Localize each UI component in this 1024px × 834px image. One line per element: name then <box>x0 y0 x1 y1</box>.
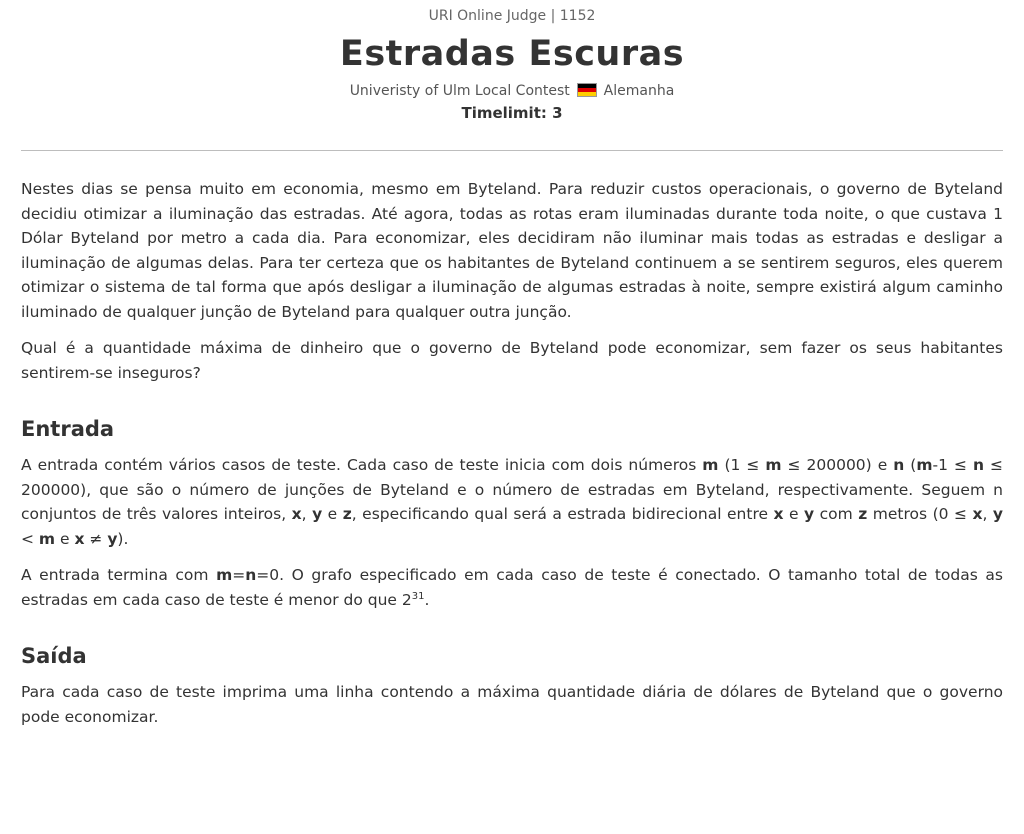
timelimit: Timelimit: 3 <box>461 104 563 122</box>
germany-flag-icon <box>577 83 597 97</box>
output-heading: Saída <box>21 644 87 668</box>
input-heading: Entrada <box>21 417 115 441</box>
problem-content <box>21 177 1003 729</box>
problem-header <box>21 0 1003 124</box>
judge-label: URI Online Judge | 1152 <box>428 8 596 24</box>
description-paragraph-1: Nestes dias se pensa muito em economia, mesmo em Byteland. Para reduzir custos operacionais, o governo de Byteland decidiu otimizar a iluminação das estradas. Até agora, todas as rotas eram iluminadas durante toda noite, o que custava 1 Dólar Byteland por metro a cada dia. Para economizar, eles decidiram não iluminar mais todas as estradas e desligar a iluminação de algumas delas. Para ter certeza que os habitantes de Byteland continuem a se sentirem seguros, eles querem otimizar o sistema de tal forma que após desligar a iluminação de algumas estradas à noite, sempre existirá algum caminho iluminado de qualquer junção de Byteland para qualquer outra junção. <box>21 180 1003 321</box>
input-paragraph-1: A entrada contém vários casos de teste. Cada caso de teste inicia com dois números m (1 ≤ m ≤ 200000) e n (m-1 ≤ n ≤ 200000), que são o número de junções de Byteland e o número de estradas em Byteland, respectivamente. Seguem n conjuntos de três valores inteiros, x, y e z, especificando qual será a estrada bidirecional entre x e y com z metros (0 ≤ x, y < m e x ≠ y). <box>21 456 1003 548</box>
input-paragraph-2: A entrada termina com m=n=0. O grafo especificado em cada caso de teste é conectado. O tamanho total de todas as estradas em cada caso de teste é menor do que $2^{31}$. <box>21 566 1003 609</box>
contest-line <box>21 80 1003 102</box>
contest-country: Alemanha <box>603 83 675 99</box>
page-title: Estradas Escuras <box>339 34 685 74</box>
contest-name: Univeristy of Ulm Local Contest <box>349 83 570 99</box>
header-divider <box>21 150 1003 151</box>
description-paragraph-2: Qual é a quantidade máxima de dinheiro que o governo de Byteland pode economizar, sem fazer os seus habitantes sentirem-se inseguros? <box>21 339 1003 382</box>
output-paragraph-1: Para cada caso de teste imprima uma linha contendo a máxima quantidade diária de dólares de Byteland que o governo pode economizar. <box>21 683 1003 726</box>
